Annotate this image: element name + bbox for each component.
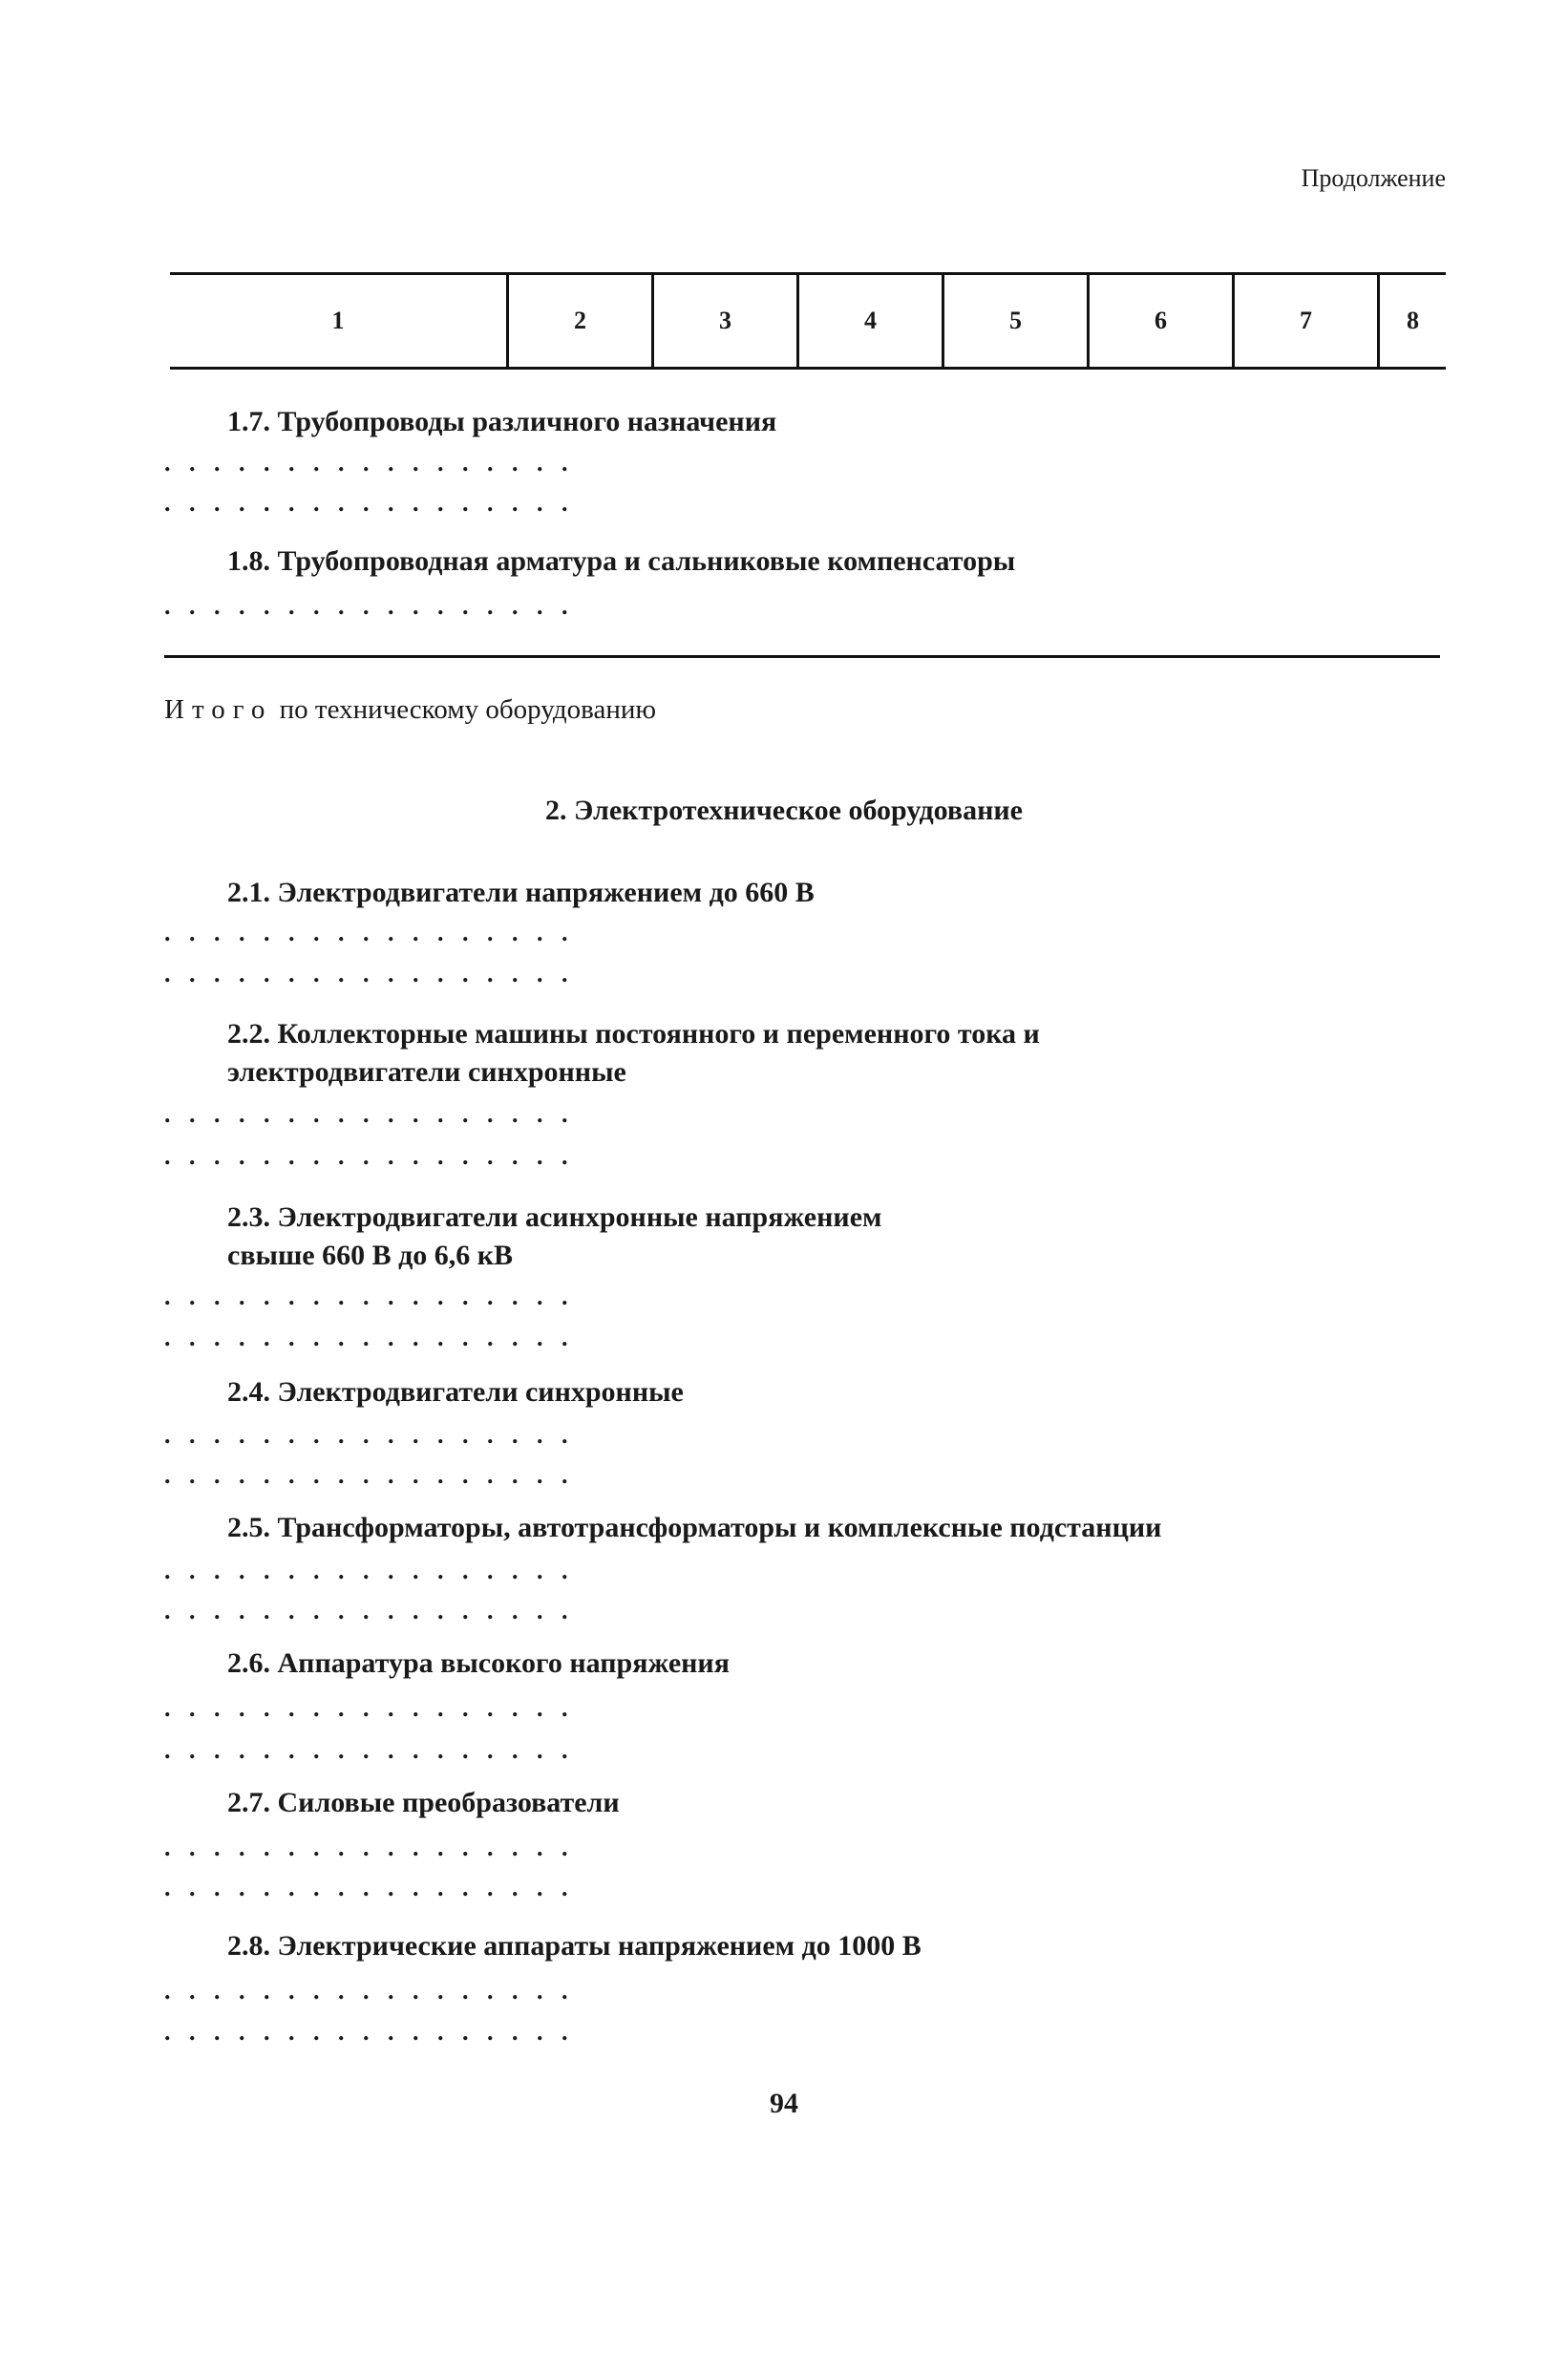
item-number: 2.8. xyxy=(227,1930,270,1962)
page-number: 94 xyxy=(770,2088,798,2119)
item-number: 2.2. xyxy=(227,1018,270,1050)
item-2-3 xyxy=(227,1199,881,1275)
horizontal-rule xyxy=(164,655,1440,658)
item-2-6 xyxy=(227,1645,730,1683)
item-title: Трубопроводная арматура и сальниковые компенсаторы xyxy=(277,545,1016,577)
dot-leader: . . . . . . . . . . . . . . . . . xyxy=(164,1142,574,1170)
dot-leader: . . . . . . . . . . . . . . . . . xyxy=(164,2018,574,2046)
column-header-1: 1 xyxy=(331,307,345,334)
item-number: 2.4. xyxy=(227,1376,270,1408)
item-2-7 xyxy=(227,1784,620,1822)
item-number: 2.6. xyxy=(227,1647,270,1679)
dot-leader: . . . . . . . . . . . . . . . . . xyxy=(164,1283,574,1310)
item-number: 2.3. xyxy=(227,1201,270,1233)
column-header-4: 4 xyxy=(796,275,942,367)
dot-leader: . . . . . . . . . . . . . . . . . xyxy=(164,1324,574,1351)
dot-leader: . . . . . . . . . . . . . . . . . xyxy=(164,1694,574,1722)
column-header-3: 3 xyxy=(651,275,796,367)
section-heading: 2. Электротехническое оборудование xyxy=(545,795,1023,826)
dot-leader: . . . . . . . . . . . . . . . . . xyxy=(164,489,574,517)
table-header xyxy=(170,272,1446,370)
item-2-4 xyxy=(227,1373,684,1411)
item-title-line1: Коллекторные машины постоянного и переменного тока и xyxy=(277,1018,1040,1050)
item-number: 2.7. xyxy=(227,1787,270,1818)
column-header-8: 8 xyxy=(1377,275,1446,367)
item-title: Силовые преобразователи xyxy=(277,1787,620,1818)
dot-leader: . . . . . . . . . . . . . . . . . xyxy=(164,1977,574,2005)
item-title: Электродвигатели напряжением до 660 В xyxy=(277,877,815,908)
continuation-label: Продолжение xyxy=(1301,164,1446,192)
item-title: Трансформаторы, автотрансформаторы и комплексные подстанции xyxy=(277,1512,1162,1543)
item-2-1 xyxy=(227,874,815,912)
dot-leader: . . . . . . . . . . . . . . . . . xyxy=(164,1461,574,1489)
item-number: 1.8. xyxy=(227,545,270,577)
dot-leader: . . . . . . . . . . . . . . . . . xyxy=(164,919,574,946)
item-2-5 xyxy=(227,1509,1161,1547)
dot-leader: . . . . . . . . . . . . . . . . . xyxy=(164,592,574,620)
item-title-line1: Электродвигатели асинхронные напряжением xyxy=(277,1201,882,1233)
item-2-2 xyxy=(227,1015,1040,1092)
item-title: Трубопроводы различного назначения xyxy=(277,406,777,437)
total-label: Итого xyxy=(164,694,273,725)
dot-leader: . . . . . . . . . . . . . . . . . xyxy=(164,1834,574,1861)
dot-leader: . . . . . . . . . . . . . . . . . xyxy=(164,960,574,987)
item-2-8 xyxy=(227,1927,922,1965)
item-number: 2.5. xyxy=(227,1512,270,1543)
column-header-2: 2 xyxy=(506,275,651,367)
dot-leader: . . . . . . . . . . . . . . . . . xyxy=(164,1874,574,1901)
item-number: 1.7. xyxy=(227,406,270,437)
item-1-7 xyxy=(227,403,776,441)
item-title: Аппаратура высокого напряжения xyxy=(277,1647,730,1679)
item-number: 2.1. xyxy=(227,877,270,908)
column-header-7: 7 xyxy=(1232,275,1377,367)
total-text: по техническому оборудованию xyxy=(272,694,657,725)
column-header-6: 6 xyxy=(1087,275,1232,367)
dot-leader: . . . . . . . . . . . . . . . . . xyxy=(164,1100,574,1128)
dot-leader: . . . . . . . . . . . . . . . . . xyxy=(164,1597,574,1624)
item-1-8 xyxy=(227,542,1015,581)
dot-leader: . . . . . . . . . . . . . . . . . xyxy=(164,449,574,477)
item-title-line2: свыше 660 В до 6,6 кВ xyxy=(227,1240,514,1271)
dot-leader: . . . . . . . . . . . . . . . . . xyxy=(164,1557,574,1584)
dot-leader: . . . . . . . . . . . . . . . . . xyxy=(164,1421,574,1449)
dot-leader: . . . . . . . . . . . . . . . . . xyxy=(164,1736,574,1764)
item-title: Электрические аппараты напряжением до 1000 В xyxy=(277,1930,922,1962)
item-title-line2: электродвигатели синхронные xyxy=(227,1056,626,1088)
total-line xyxy=(164,694,656,726)
item-title: Электродвигатели синхронные xyxy=(277,1376,684,1408)
column-header-5: 5 xyxy=(942,275,1087,367)
